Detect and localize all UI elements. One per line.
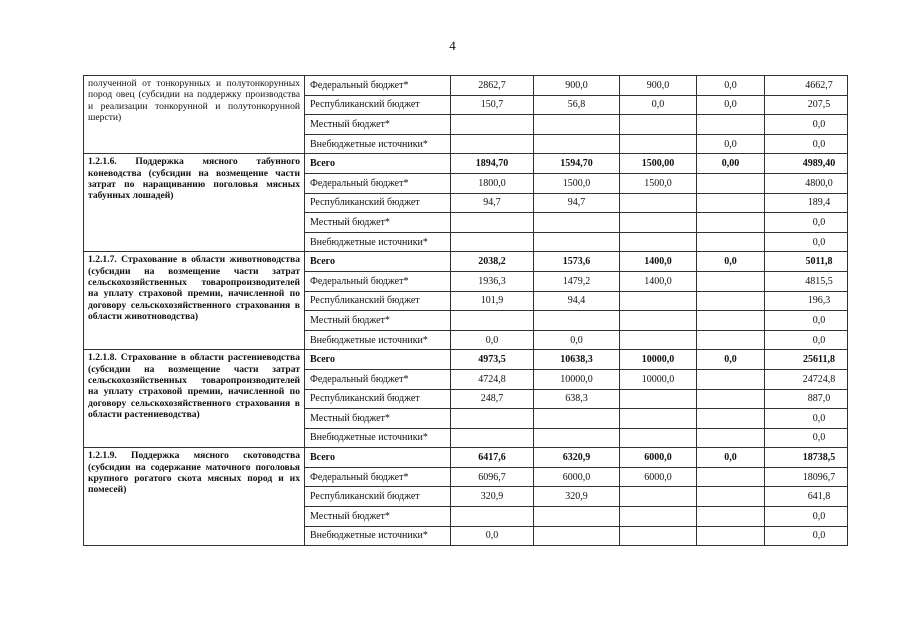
value-cell xyxy=(451,311,534,331)
total-cell: 207,5 xyxy=(765,95,848,115)
value-cell xyxy=(534,213,620,233)
total-cell: 0,0 xyxy=(765,526,848,546)
total-row xyxy=(84,350,848,370)
budget-table-body xyxy=(84,76,848,546)
funding-source: Федеральный бюджет* xyxy=(305,467,451,487)
measure-description: полученной от тонкорунных и полутонкорунных пород овец (субсидии на поддержку производства и реализации тонкорунной и полутонкорунной шерсти) xyxy=(84,76,305,154)
funding-source: Федеральный бюджет* xyxy=(305,173,451,193)
value-cell: 1479,2 xyxy=(534,271,620,291)
value-cell xyxy=(697,428,765,448)
value-cell xyxy=(697,389,765,409)
funding-source: Местный бюджет* xyxy=(305,311,451,331)
value-cell xyxy=(620,330,697,350)
value-cell: 0,0 xyxy=(697,134,765,154)
funding-source: Местный бюджет* xyxy=(305,507,451,527)
value-cell xyxy=(697,369,765,389)
total-cell: 0,0 xyxy=(765,213,848,233)
value-cell: 4724,8 xyxy=(451,369,534,389)
value-cell: 10000,0 xyxy=(620,369,697,389)
total-cell: 25611,8 xyxy=(765,350,848,370)
value-cell: 94,7 xyxy=(534,193,620,213)
value-cell xyxy=(697,330,765,350)
table-row xyxy=(84,76,848,96)
value-cell: 0,0 xyxy=(697,95,765,115)
value-cell xyxy=(620,507,697,527)
value-cell: 6000,0 xyxy=(534,467,620,487)
total-row xyxy=(84,448,848,468)
value-cell xyxy=(451,213,534,233)
value-cell: 6417,6 xyxy=(451,448,534,468)
value-cell xyxy=(620,389,697,409)
value-cell xyxy=(534,507,620,527)
value-cell: 94,7 xyxy=(451,193,534,213)
value-cell xyxy=(697,173,765,193)
funding-source: Всего xyxy=(305,154,451,174)
value-cell: 10000,0 xyxy=(534,369,620,389)
value-cell: 1400,0 xyxy=(620,271,697,291)
value-cell: 10000,0 xyxy=(620,350,697,370)
funding-source: Всего xyxy=(305,448,451,468)
funding-source: Всего xyxy=(305,350,451,370)
funding-source: Внебюджетные источники* xyxy=(305,428,451,448)
value-cell xyxy=(697,193,765,213)
total-cell: 196,3 xyxy=(765,291,848,311)
value-cell xyxy=(451,232,534,252)
value-cell xyxy=(620,134,697,154)
total-cell: 4815,5 xyxy=(765,271,848,291)
value-cell xyxy=(451,409,534,429)
total-cell: 0,0 xyxy=(765,409,848,429)
budget-table xyxy=(83,75,848,546)
value-cell: 6000,0 xyxy=(620,448,697,468)
funding-source: Федеральный бюджет* xyxy=(305,271,451,291)
value-cell: 0,0 xyxy=(451,526,534,546)
value-cell: 6096,7 xyxy=(451,467,534,487)
funding-source: Республиканский бюджет xyxy=(305,95,451,115)
funding-source: Республиканский бюджет xyxy=(305,487,451,507)
funding-source: Внебюджетные источники* xyxy=(305,134,451,154)
value-cell xyxy=(620,232,697,252)
value-cell: 94,4 xyxy=(534,291,620,311)
value-cell: 900,0 xyxy=(534,76,620,96)
value-cell xyxy=(620,526,697,546)
value-cell xyxy=(534,526,620,546)
value-cell: 638,3 xyxy=(534,389,620,409)
value-cell xyxy=(451,115,534,135)
funding-source: Внебюджетные источники* xyxy=(305,330,451,350)
value-cell xyxy=(697,232,765,252)
value-cell xyxy=(697,213,765,233)
total-cell: 0,0 xyxy=(765,311,848,331)
value-cell xyxy=(451,507,534,527)
total-cell: 641,8 xyxy=(765,487,848,507)
total-cell: 0,0 xyxy=(765,428,848,448)
value-cell: 0,0 xyxy=(534,330,620,350)
value-cell: 0,0 xyxy=(697,448,765,468)
value-cell xyxy=(620,428,697,448)
value-cell: 320,9 xyxy=(534,487,620,507)
value-cell xyxy=(697,115,765,135)
value-cell: 0,0 xyxy=(697,76,765,96)
funding-source: Федеральный бюджет* xyxy=(305,369,451,389)
page-number: 4 xyxy=(449,38,456,53)
value-cell: 1400,0 xyxy=(620,252,697,272)
value-cell: 4973,5 xyxy=(451,350,534,370)
funding-source: Местный бюджет* xyxy=(305,115,451,135)
value-cell xyxy=(697,467,765,487)
total-cell: 4989,40 xyxy=(765,154,848,174)
value-cell: 56,8 xyxy=(534,95,620,115)
value-cell: 0,0 xyxy=(697,350,765,370)
value-cell xyxy=(697,311,765,331)
value-cell: 1500,00 xyxy=(620,154,697,174)
total-row xyxy=(84,252,848,272)
value-cell: 320,9 xyxy=(451,487,534,507)
value-cell: 1594,70 xyxy=(534,154,620,174)
funding-source: Республиканский бюджет xyxy=(305,291,451,311)
total-cell: 4800,0 xyxy=(765,173,848,193)
value-cell: 6000,0 xyxy=(620,467,697,487)
value-cell: 1894,70 xyxy=(451,154,534,174)
funding-source: Внебюджетные источники* xyxy=(305,232,451,252)
measure-description: 1.2.1.8. Страхование в области растениеводства (субсидии на возмещение части затрат сельскохозяйственных товаропроизводителей на уплату страховой премии, начисленной по договору сельскохозяйственного страхования в области растениеводства) xyxy=(84,350,305,448)
value-cell xyxy=(534,232,620,252)
total-cell: 18738,5 xyxy=(765,448,848,468)
value-cell: 150,7 xyxy=(451,95,534,115)
value-cell xyxy=(620,487,697,507)
value-cell xyxy=(451,428,534,448)
total-cell: 0,0 xyxy=(765,330,848,350)
total-cell: 0,0 xyxy=(765,134,848,154)
value-cell xyxy=(534,115,620,135)
total-cell: 24724,8 xyxy=(765,369,848,389)
value-cell xyxy=(697,291,765,311)
value-cell: 1500,0 xyxy=(620,173,697,193)
value-cell xyxy=(697,487,765,507)
value-cell: 10638,3 xyxy=(534,350,620,370)
measure-description: 1.2.1.7. Страхование в области животноводства (субсидии на возмещение части затрат сельскохозяйственных товаропроизводителей на уплату страховой премии, начисленной по договору сельскохозяйственного страхования в области животноводства) xyxy=(84,252,305,350)
funding-source: Всего xyxy=(305,252,451,272)
value-cell: 0,0 xyxy=(697,252,765,272)
value-cell: 1500,0 xyxy=(534,173,620,193)
total-cell: 18096,7 xyxy=(765,467,848,487)
value-cell xyxy=(534,134,620,154)
total-cell: 0,0 xyxy=(765,507,848,527)
value-cell: 0,0 xyxy=(620,95,697,115)
value-cell: 1573,6 xyxy=(534,252,620,272)
value-cell: 248,7 xyxy=(451,389,534,409)
value-cell: 1936,3 xyxy=(451,271,534,291)
funding-source: Республиканский бюджет xyxy=(305,389,451,409)
value-cell xyxy=(534,311,620,331)
value-cell: 900,0 xyxy=(620,76,697,96)
value-cell xyxy=(451,134,534,154)
value-cell xyxy=(697,271,765,291)
value-cell: 2038,2 xyxy=(451,252,534,272)
value-cell: 1800,0 xyxy=(451,173,534,193)
value-cell: 0,0 xyxy=(451,330,534,350)
value-cell xyxy=(620,311,697,331)
value-cell: 6320,9 xyxy=(534,448,620,468)
total-cell: 887,0 xyxy=(765,389,848,409)
value-cell xyxy=(534,409,620,429)
funding-source: Местный бюджет* xyxy=(305,409,451,429)
total-row xyxy=(84,154,848,174)
total-cell: 0,0 xyxy=(765,232,848,252)
funding-source: Федеральный бюджет* xyxy=(305,76,451,96)
measure-description: 1.2.1.9. Поддержка мясного скотоводства (субсидии на содержание маточного поголовья крупного рогатого скота мясных пород и их помесей) xyxy=(84,448,305,546)
value-cell xyxy=(620,409,697,429)
measure-description: 1.2.1.6. Поддержка мясного табунного коневодства (субсидии на возмещение части затрат по наращиванию поголовья мясных табунных лошадей) xyxy=(84,154,305,252)
total-cell: 4662,7 xyxy=(765,76,848,96)
value-cell xyxy=(620,193,697,213)
value-cell: 0,00 xyxy=(697,154,765,174)
value-cell xyxy=(620,115,697,135)
value-cell: 101,9 xyxy=(451,291,534,311)
value-cell xyxy=(697,507,765,527)
funding-source: Внебюджетные источники* xyxy=(305,526,451,546)
total-cell: 189,4 xyxy=(765,193,848,213)
value-cell xyxy=(697,526,765,546)
value-cell xyxy=(697,409,765,429)
total-cell: 5011,8 xyxy=(765,252,848,272)
value-cell xyxy=(620,213,697,233)
value-cell xyxy=(620,291,697,311)
total-cell: 0,0 xyxy=(765,115,848,135)
funding-source: Республиканский бюджет xyxy=(305,193,451,213)
funding-source: Местный бюджет* xyxy=(305,213,451,233)
value-cell xyxy=(534,428,620,448)
value-cell: 2862,7 xyxy=(451,76,534,96)
